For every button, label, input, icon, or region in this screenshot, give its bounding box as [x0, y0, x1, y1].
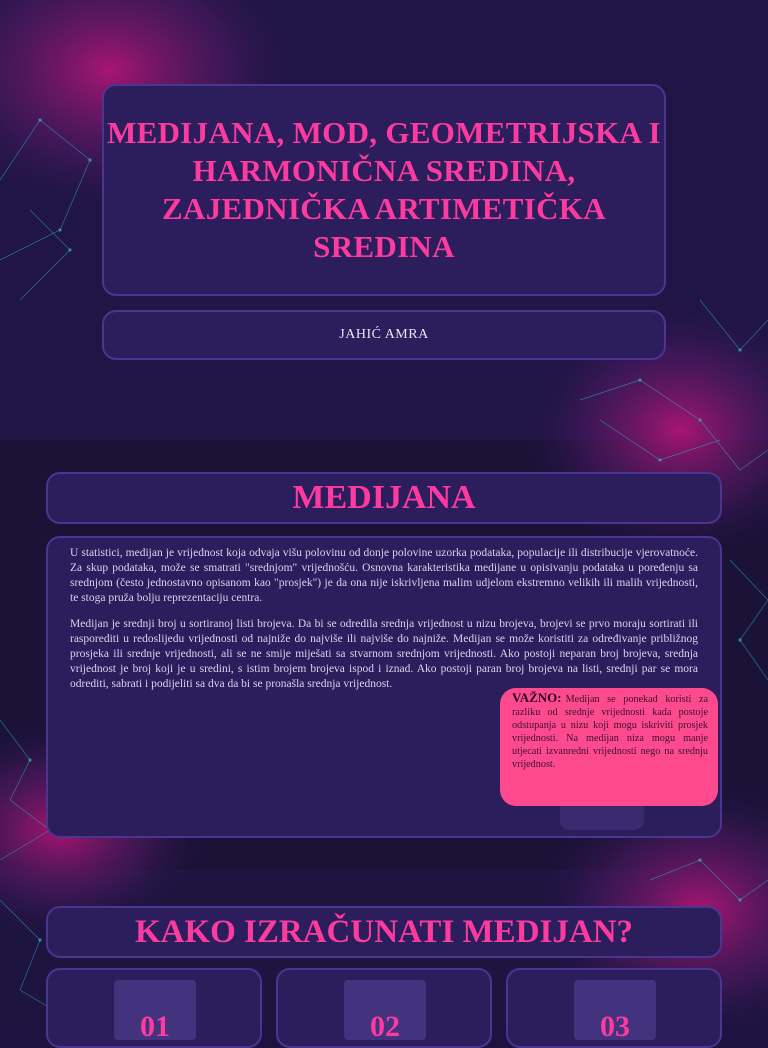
note-text: Medijan se ponekad koristi za razliku od srednje vrijednosti kada postoje odstupanja u nizu koji mogu iskriviti prosjek vrijednosti. Na medijan niza mogu manje utjecati izvanredni vrijednosti nego na srednju vrijednost. — [512, 694, 708, 770]
step-card-3 — [506, 968, 722, 1048]
step-number-3: 03 — [574, 980, 656, 1040]
section-heading: MEDIJANA — [292, 479, 476, 516]
how-to-heading: KAKO IZRAČUNATI MEDIJAN? — [134, 913, 634, 950]
step-card-2 — [276, 968, 492, 1048]
page-title: MEDIJANA, MOD, GEOMETRIJSKA I HARMONIČNA SREDINA, ZAJEDNIČKA ARTIMETIČKA SREDINA — [107, 115, 661, 264]
paragraph-1: U statistici, medijan je vrijednost koja odvaja višu polovinu od donje polovine uzorka podataka, populacije ili distribucije vjerovatnoće. Za skup podataka, može se smatrati "srednjom" vrijednošću. Osnovna karakteristika medijane u opisivanju podataka u poređenju sa srednjom (često jednostavno opisanom kao "prosjek") je da ona nije iskrivljena malim udjelom ekstremno velikih ili malih vrijednosti, te stoga pruža bolju reprezentaciju centra. — [70, 547, 698, 604]
step-card-1 — [46, 968, 262, 1048]
note-stand — [560, 806, 644, 830]
title-panel — [102, 84, 666, 296]
author-name: JAHIĆ AMRA — [339, 327, 429, 342]
section-heading-panel — [46, 472, 722, 524]
paragraph-2: Medijan je srednji broj u sortiranoj listi brojeva. Da bi se odredila srednja vrijednost u nizu brojeva, brojevi se prvo moraju sortirati ili rasporediti u redoslijedu vrijednosti od najniže do najviše ili najviše do najniže. Medijan se može koristiti za određivanje približnog prosjeka ili srednje vrijednosti, ali se ne smije miješati sa stvarnom srednjom vrijednosti. Ako postoji neparan broj brojeva, srednja vrijednost je broj koji je u sredini, s istim brojem brojeva ispod i iznad. Ako postoji paran broj brojeva na listi, srednji par se mora odrediti, sabrati i podijeliti sa dva da bi se pronašla srednja vrijednost. — [70, 617, 698, 690]
author-panel — [102, 310, 666, 360]
note-label: VAŽNO: — [512, 690, 562, 705]
important-note — [500, 688, 718, 806]
step-number-1: 01 — [114, 980, 196, 1040]
step-number-2: 02 — [344, 980, 426, 1040]
how-to-heading-panel — [46, 906, 722, 958]
